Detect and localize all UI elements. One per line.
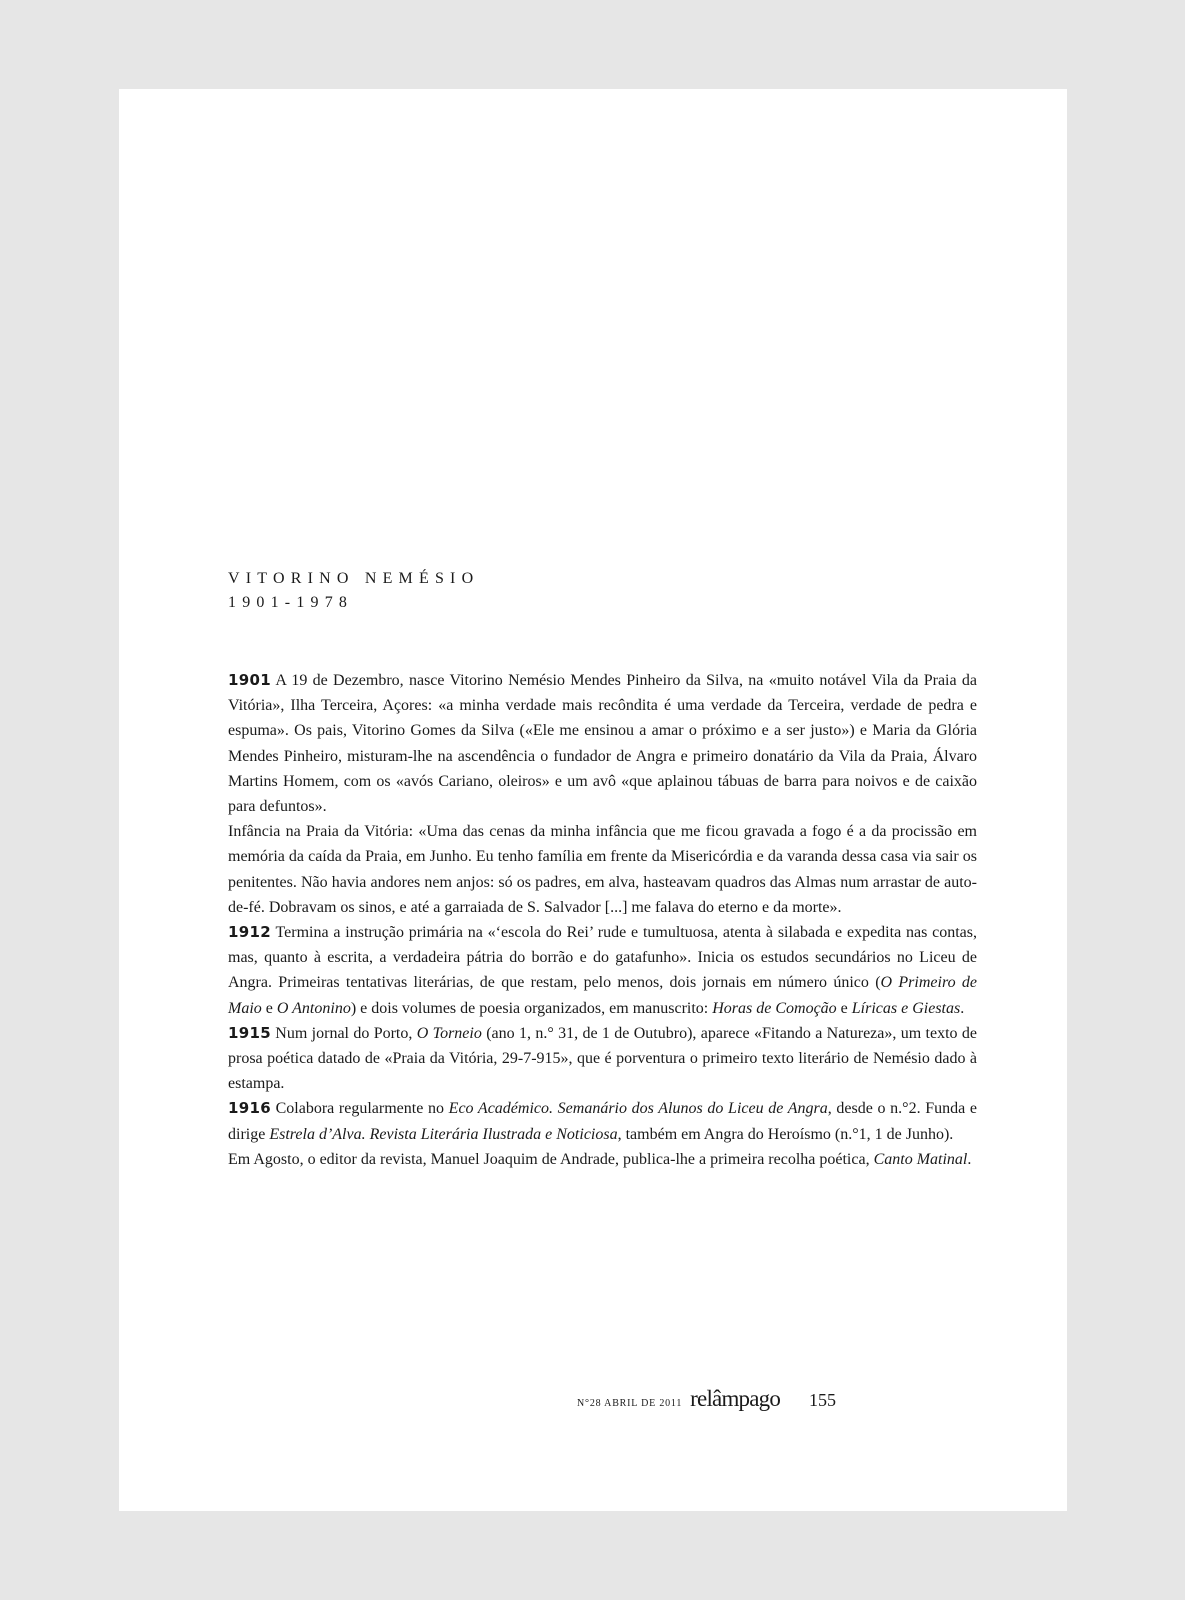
page: [119, 89, 1067, 1511]
text-run: Em Agosto, o editor da revista, Manuel Joaquim de Andrade, publica-lhe a primeira recolha poética,: [228, 1150, 874, 1168]
text-run: (ano 1, n.° 31, de 1 de Outubro), aparece «Fitando a Natureza», um texto de prosa poética datado de «Praia da Vitória, 29-7-915», que é porventura o primeiro texto literário de Nemésio dado à estampa.: [228, 1024, 977, 1093]
magazine-title: relâmpago: [690, 1386, 781, 1411]
text-run: Num jornal do Porto,: [270, 1024, 417, 1042]
chronology-paragraph: [228, 1147, 977, 1172]
italic-title: Canto Matinal: [873, 1150, 968, 1168]
text-run: A 19 de Dezembro, nasce Vitorino Nemésio Mendes Pinheiro da Silva, na «muito notável Vila da Praia da Vitória», Ilha Terceira, Açores: «a minha verdade mais recôndita é uma verdade da Terceira, verdade de pedra e espuma». Os pais, Vitorino Gomes da Silva («Ele me ensinou a amar o próximo e a ser justo») e Maria da Glória Mendes Pinheiro, misturam-lhe na ascendência o fundador de Angra e primeiro donatário da Vila da Praia, Álvaro Martins Homem, com os «avós Cariano, oleiros» e um avô «que aplainou tábuas de barra para noivos e de caixão para defuntos».: [228, 672, 977, 816]
chronology-paragraph: [228, 819, 977, 920]
italic-title: O Torneio: [416, 1024, 482, 1042]
italic-title: Horas de Comoção: [712, 999, 837, 1017]
chronology-paragraph: [228, 1021, 977, 1097]
year-label: 1915: [228, 1023, 271, 1042]
author-name: VITORINO NEMÉSIO: [228, 570, 480, 587]
italic-title: Eco Académico. Semanário dos Alunos do Liceu de Angra: [448, 1100, 828, 1118]
chronology-paragraph: [228, 668, 977, 819]
text-run: Infância na Praia da Vitória: «Uma das cenas da minha infância que me ficou gravada a fogo é a da procissão em memória da caída da Praia, em Junho. Eu tenho família em frente da Misericórdia e da varanda dessa casa via sair os penitentes. Não havia andores nem anjos: só os padres, em alva, hasteavam quadros das Almas num arrastar de auto-de-fé. Dobravam os sinos, e até a garraiada de S. Salvador [...] me falava do eterno e da morte».: [228, 823, 977, 916]
text-run: ) e dois volumes de poesia organizados, em manuscrito:: [350, 999, 713, 1017]
text-run: .: [960, 999, 965, 1017]
author-dates: 1901-1978: [228, 594, 354, 611]
page-footer: [577, 1386, 836, 1416]
year-label: 1912: [228, 923, 271, 942]
text-run: e: [261, 999, 277, 1017]
italic-title: O Primeiro de Maio: [228, 974, 977, 1017]
text-run: .: [967, 1150, 972, 1168]
issue-label: N°28 ABRIL DE 2011: [577, 1398, 683, 1409]
chronology-paragraph: [228, 1096, 977, 1146]
year-label: 1901: [228, 671, 271, 689]
text-run: e: [836, 999, 852, 1017]
chronology-text: [228, 668, 977, 1172]
article-heading: [228, 567, 479, 615]
italic-title: Líricas e Giestas: [851, 999, 961, 1017]
year-label: 1916: [228, 1099, 271, 1118]
italic-title: O Antonino: [276, 999, 351, 1017]
italic-title: Estrela d’Alva. Revista Literária Ilustrada e Noticiosa: [269, 1125, 618, 1143]
chronology-paragraph: [228, 920, 977, 1021]
text-run: , desde o n.°2. Funda e dirige: [228, 1100, 978, 1143]
text-run: Colabora regularmente no: [270, 1100, 449, 1118]
text-run: , também em Angra do Heroísmo (n.°1, 1 de Junho).: [617, 1125, 954, 1143]
page-number: 155: [809, 1390, 837, 1410]
text-run: Termina a instrução primária na «‘escola do Rei’ rude e tumultuosa, atenta à silabada e expedita nas contas, mas, quanto à escrita, a verdadeira pátria do borrão e do gatafunho». Inicia os estudos secundários no Liceu de Angra. Primeiras tentativas literárias, de que restam, pelo menos, dois jornais em número único (: [228, 924, 977, 992]
